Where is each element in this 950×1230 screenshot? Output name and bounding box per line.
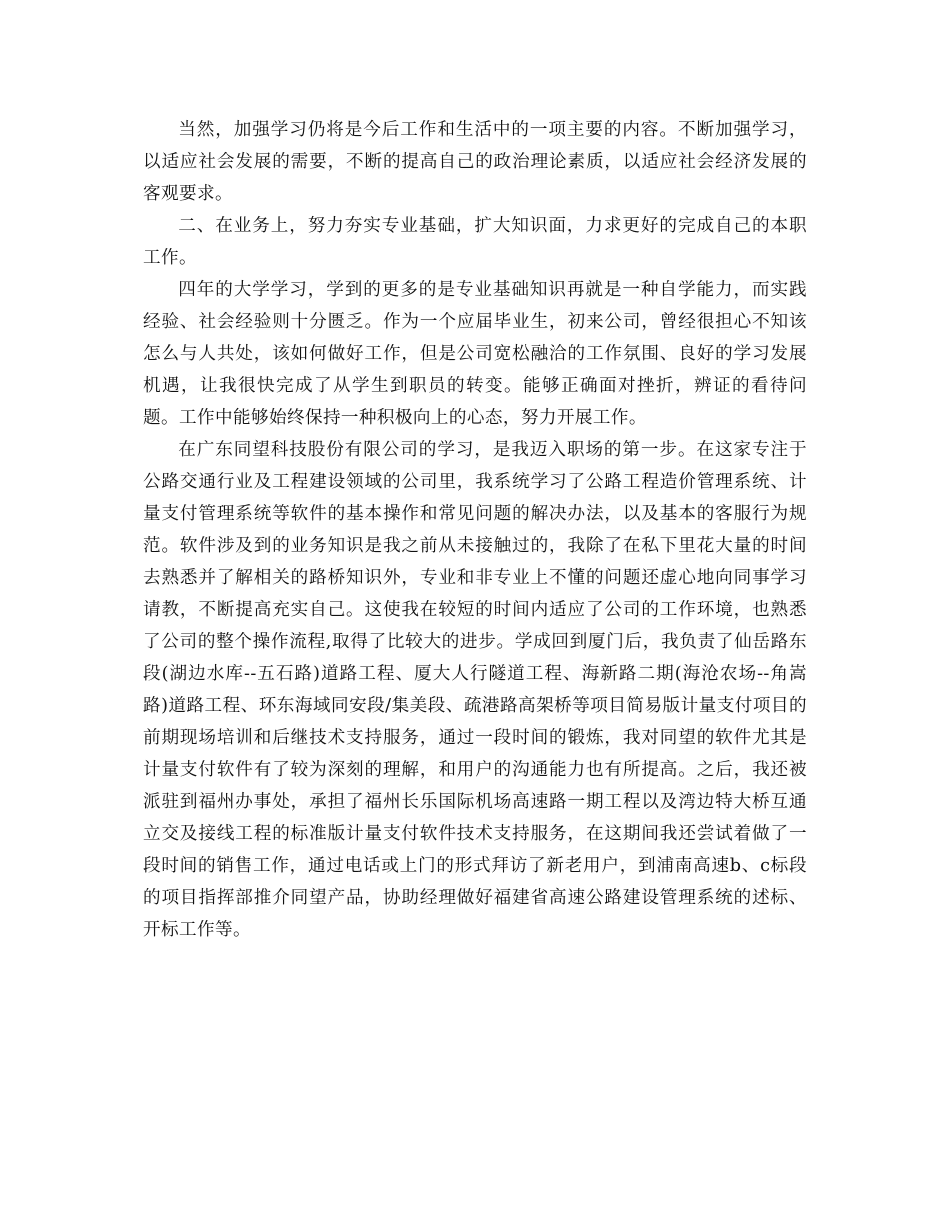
paragraph-university-study: 四年的大学学习，学到的更多的是专业基础知识再就是一种自学能力，而实践经验、社会经验则十分匮乏。作为一个应届毕业生，初来公司，曾经很担心不知该怎么与人共处，该如何做好工作，但是公司宽松融洽的工作氛围、良好的学习发展机遇，让我很快完成了从学生到职员的转变。能够正确面对挫折，辨证的看待问题。工作中能够始终保持一种积极向上的心态，努力开展工作。 [143, 280, 807, 428]
document-body [143, 114, 807, 946]
paragraph-section-two-heading: 二、在业务上，努力夯实专业基础，扩大知识面，力求更好的完成自己的本职工作。 [143, 216, 807, 268]
paragraph-continued-study: 当然，加强学习仍将是今后工作和生活中的一项主要的内容。不断加强学习，以适应社会发展的需要，不断的提高自己的政治理论素质，以适应社会经济发展的客观要求。 [143, 120, 807, 204]
paragraph-company-experience: 在广东同望科技股份有限公司的学习，是我迈入职场的第一步。在这家专注于公路交通行业及工程建设领域的公司里，我系统学习了公路工程造价管理系统、计量支付管理系统等软件的基本操作和常见问题的解决办法，以及基本的客服行为规范。软件涉及到的业务知识是我之前从未接触过的，我除了在私下里花大量的时间去熟悉并了解相关的路桥知识外，专业和非专业上不懂的问题还虚心地向同事学习请教，不断提高充实自己。这使我在较短的时间内适应了公司的工作环境，也熟悉了公司的整个操作流程,取得了比较大的进步。学成回到厦门后，我负责了仙岳路东段(湖边水库--五石路)道路工程、厦大人行隧道工程、海新路二期(海沧农场--角嵩路)道路工程、环东海域同安段/集美段、疏港路高架桥等项目简易版计量支付项目的前期现场培训和后继技术支持服务，通过一段时间的锻炼，我对同望的软件尤其是计量支付软件有了较为深刻的理解，和用户的沟通能力也有所提高。之后，我还被派驻到福州办事处，承担了福州长乐国际机场高速路一期工程以及湾边特大桥互通立交及接线工程的标准版计量支付软件技术支持服务，在这期间我还尝试着做了一段时间的销售工作，通过电话或上门的形式拜访了新老用户，到浦南高速b、c标段的项目指挥部推介同望产品，协助经理做好福建省高速公路建设管理系统的述标、开标工作等。 [143, 440, 807, 940]
